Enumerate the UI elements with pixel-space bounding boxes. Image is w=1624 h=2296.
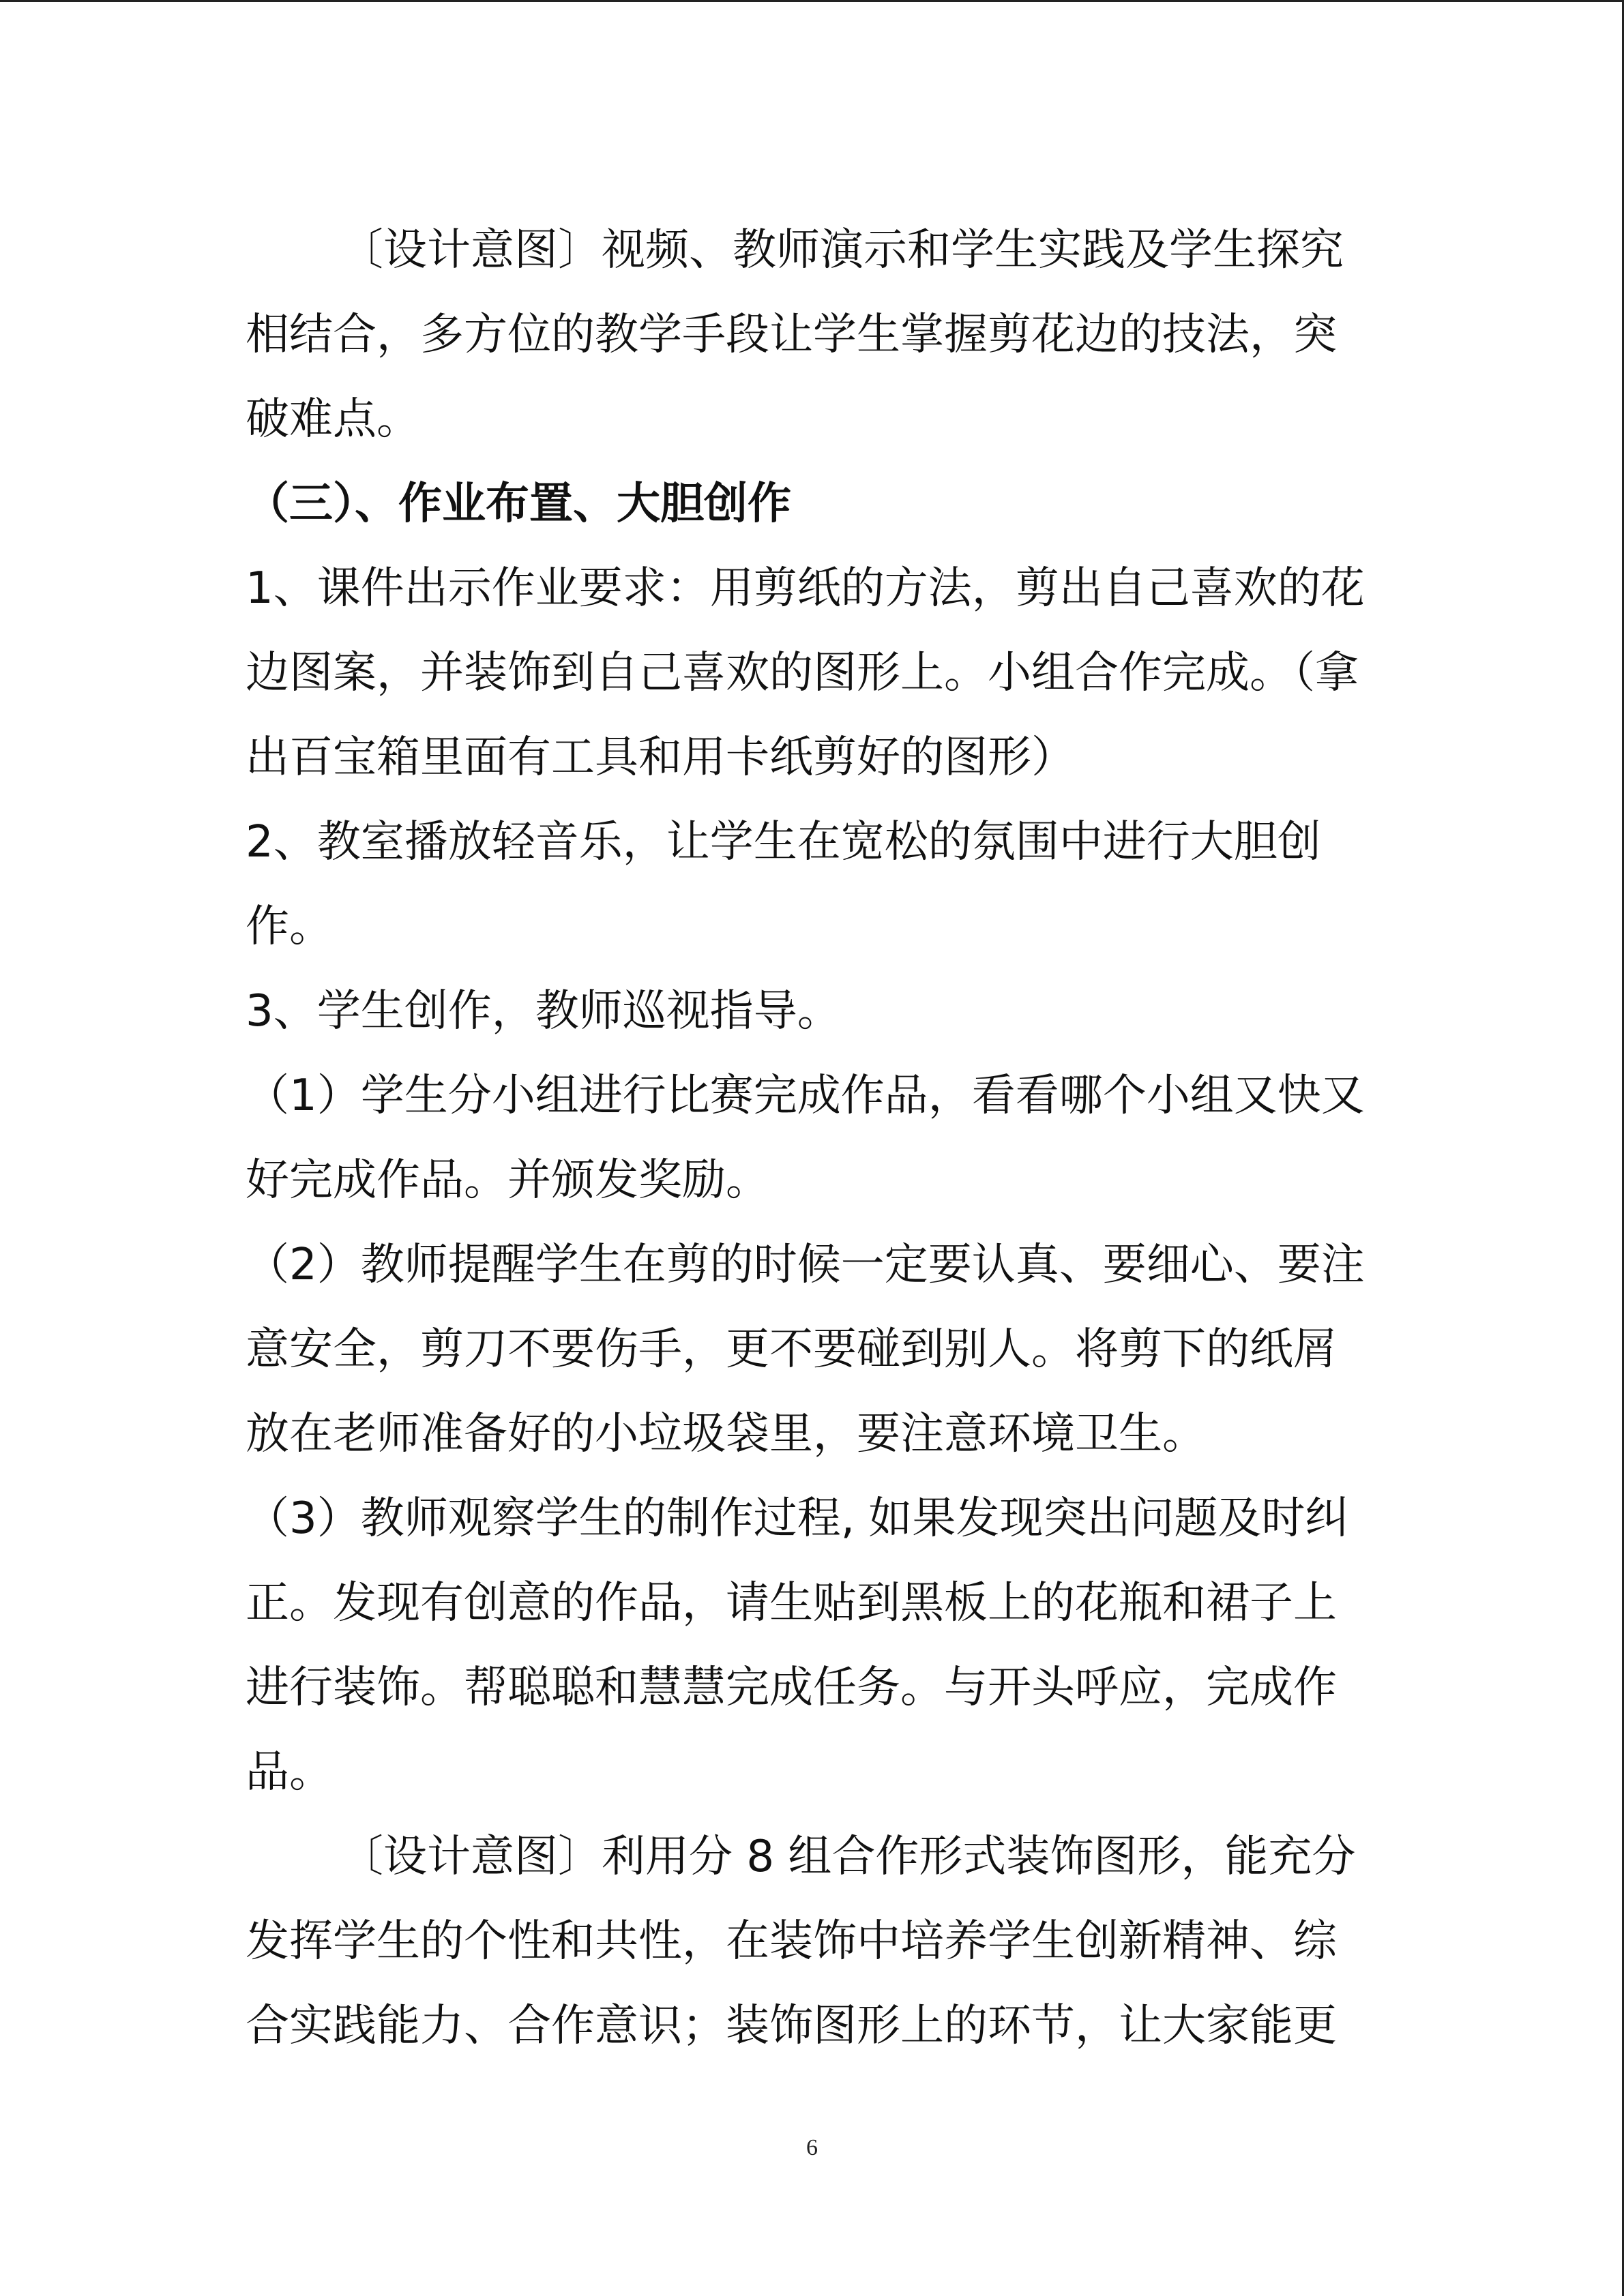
sub-item-2: （2）教师提醒学生在剪的时候一定要认真、要细心、要注意安全，剪刀不要伤手，更不要碰到别人。将剪下的纸屑放在老师准备好的小垃圾袋里，要注意环境卫生。 — [246, 1240, 1365, 1459]
sub-item-3: （3）教师观察学生的制作过程, 如果发现突出问题及时纠正。发现有创意的作品，请生贴到黑板上的花瓶和裙子上进行装饰。帮聪聪和慧慧完成任务。与开头呼应，完成作品。 — [246, 1493, 1349, 1798]
list-item-3: 3、学生创作，教师巡视指导。 — [246, 986, 841, 1037]
page-number: 6 — [806, 2135, 818, 2160]
document-body — [246, 208, 1378, 2068]
design-intent-paragraph-2: 〔设计意图〕利用分 8 组合作形式装饰图形，能充分发挥学生的个性和共性，在装饰中培养学生创新精神、综合实践能力、合作意识；装饰图形上的环节，让大家能更 — [246, 1832, 1356, 2051]
list-item-2: 2、教室播放轻音乐，让学生在宽松的氛围中进行大胆创作。 — [246, 817, 1321, 952]
list-item-1: 1、课件出示作业要求：用剪纸的方法，剪出自己喜欢的花边图案，并装饰到自己喜欢的图形上。小组合作完成。（拿出百宝箱里面有工具和用卡纸剪好的图形） — [246, 563, 1365, 783]
sub-item-1: （1）学生分小组进行比赛完成作品，看看哪个小组又快又好完成作品。并颁发奖励。 — [246, 1071, 1365, 1206]
section-heading: （三）、作业布置、大胆创作 — [246, 479, 791, 529]
design-intent-paragraph-1: 〔设计意图〕视频、教师演示和学生实践及学生探究相结合，多方位的教学手段让学生掌握剪花边的技法，突破难点。 — [246, 225, 1344, 445]
